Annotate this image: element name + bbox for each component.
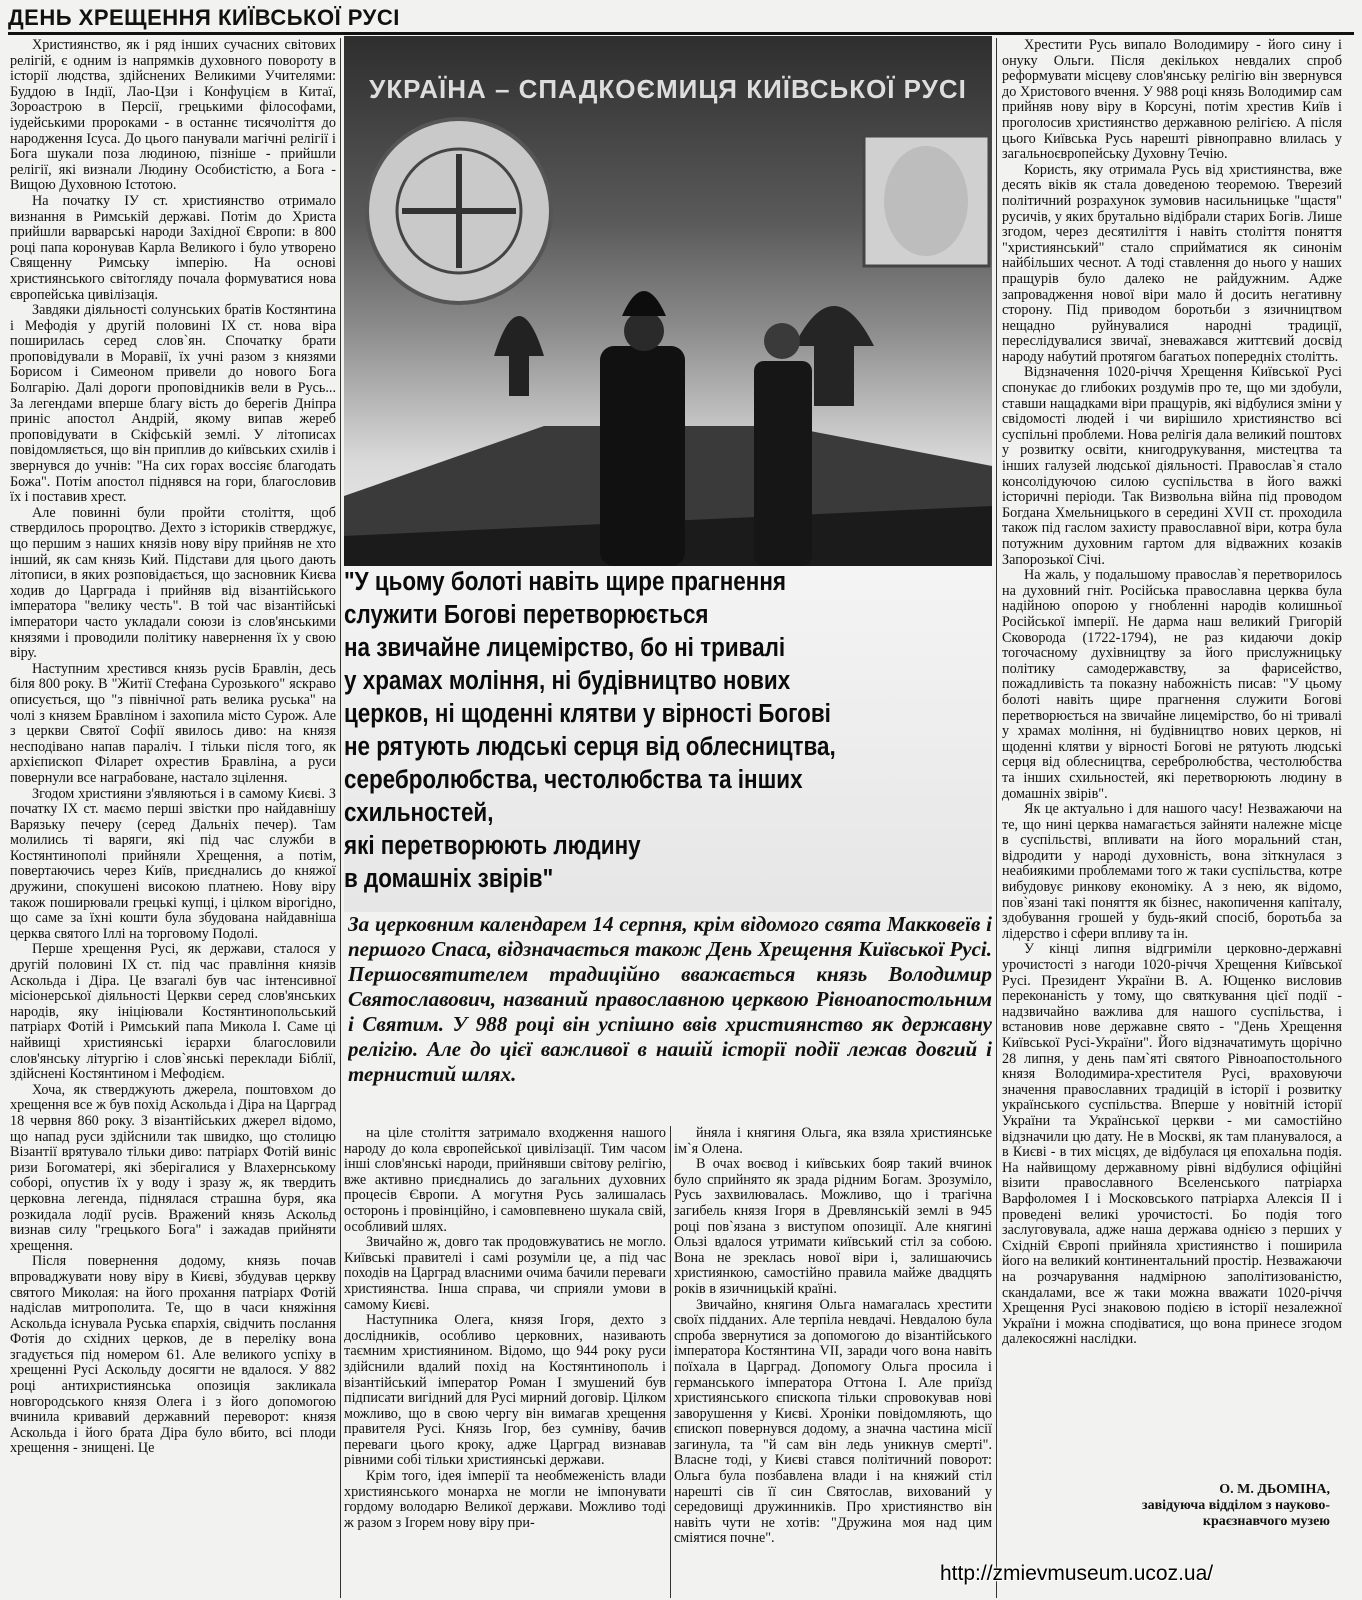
column-divider [670,1126,671,1598]
paragraph: На початку ІУ ст. християнство отримало визнання в Римській державі. Потім до Христа прийшли варварські народи Західної Європи: в 800 році папа коронував Карла Великого і було утворено Священну Римську імперію. На основі християнського світогляду почала формуватися нова європейська цивілізація. [10,192,336,303]
paragraph: У кінці липня відгриміли церковно-державні урочистості з нагоди 1020-річчя Хрещення Київської Русі. Президент України В. А. Ющенко висловив переконаність у тому, що святкування цієї події - надзвичайно важлива для нашого суспільства, і встановив нове державне свято - "День Хрещення Київської Русі-України". Його відзначатимуть щорічно 28 липня, у день пам`яті святого Рівноапостольного князя Володимира-хрестителя Русі, враховуючи значення православних традицій в історії і розвитку українського суспільства. Вперше у новітній історії України та Української церкви - ми самостійно відзначили цю дату. Не в Москві, як там планувалося, а в Києві - в тих місцях, де відбулася ця епохальна подія. На найвищому державному рівні відбулися офіційні візити православного Вселенського патріарха Варфоломея І і Московського патріарха Алексія ІІ і проведені великі урочистості. Бо подія того заслуговувала, адже наша держава однією з перших у Східній Європі прийняла християнство і поширила його на великий континентальний простір. Незважаючи на розчарування надмірною заполітизованістю, скандалами, все ж таки можна вважати 1020-річчя Хрещення Русі знаковою подією в історії незалежної України і можна сподіватися, що вона принесе згодом далекосяжні наслідки. [1002,941,1342,1348]
paragraph: Перше хрещення Русі, як держави, сталося у другій половині ІХ ст. під час правління князів Аскольда і Діра. Це взагалі був час інтенсивної місіонерської діяльності Церкви серед слов'янських народів, яку ініціювали Костянтинопольський патріарх Фотій і Римський папа Микола І. Саме ці найвищі християнські ієрархи благословили слов'янську літургію і слов`янські переклади Біблії, здійснені Костянтином і Мефодієм. [10,941,336,1083]
paragraph: Хоча, як стверджують джерела, поштовхом до хрещення все ж був похід Аскольда і Діра на Царград 18 червня 860 року. З візантійських джерел відомо, що напад руси здійснили так швидко, що столицю Візантії врятувало тільки диво: патріарх Фотій виніс ризи Богоматері, які зберігалися у Влахернському соборі, опустив їх у воду і зразу ж, як твердить церковна легенда, піднялася страшна буря, яка розкидала лодії русів. Вражений князь Аскольд визнав силу "грецького Бога" і зажадав прийняти хрещення. [10,1081,336,1254]
article-column-3 [674,1126,992,1598]
paragraph: В очах воєвод і київських бояр такий вчинок було сприйнято як зрада рідним Богам. Зрозуміло, Русь захвилювалась. Можливо, що і трагічна загибель князя Ігоря в Древлянській землі в 945 році пов`язана з виступом опозиції. Але княгині Ользі вдалося утримати київський стіл за собою. Вона не зреклась нової віри і, залишаючись християнкою, самостійно правила майже двадцять років в язичницькій країні. [674,1156,992,1297]
paragraph: Згодом християни з'являються і в самому Києві. З початку ІХ ст. маємо перші звістки про найдавнішу Варязьку печеру (серед Дальніх печер). Там молились ті варяги, які під час служби в Костянтинополі прийняли Хрещення, а потім, повертаючись через Київ, приєднались до княжої дружини, спокушені високою платнею. Нову віру також поширювали грецькі купці, і цілком вірогідно, що саме за їхні кошти була збудована найдавніша церква святого Іллі на торговому Подолі. [10,785,336,942]
photo-title: УКРАЇНА – СПАДКОЄМИЦЯ КИЇВСЬКОЇ РУСІ [369,74,967,104]
photo-patriarch-ceremony [344,36,992,566]
author-role-2: краєзнавчого музею [1202,1514,1330,1529]
paragraph: Наступника Олега, князя Ігоря, дехто з дослідників, особливо церковних, називають таємним християнином. Відомо, що 944 року руси здійснили вдалий похід на Костянтинополь і візантійський імператор Роман І змушений був підписати вигідний для Русі мирний договір. Цілком можливо, що в свою чергу він вимагав хрещення правителя Русі. Князь Ігор, без сумніву, бачив переваги цього кроку, адже Царград визнавав рівними собі тільки християнські держави. [344,1312,666,1469]
paragraph: Завдяки діяльності солунських братів Костянтина і Мефодія у другій половині ІХ ст. нова віра поширилась серед слов`ян. Спочатку брати проповідували в Моравії, їх учні разом з князями Борисом і Симеоном привели до нового Бога Болгарію. Далі дороги проповідників вели в Русь... За легендами вперше благу вість до берегів Дніпра приніс апостол Андрій, якому випав жереб проповідувати в Скіфській землі. У літописах повідомляється, що він приплив до київських схилів і звернувся до учнів: "На сих горах воссіяє благодать Божа". Потім апостол піднявся на гори, благословив їх і поставив хрест. [10,302,336,506]
author-name: О. М. ДЬОМІНА, [1219,1482,1330,1497]
paragraph: Як це актуально і для нашого часу! Незважаючи на те, що нині церква намагається зайняти належне місце в суспільстві, впливати на його моральний стан, відродити у народі духовність, вона зіткнулася з неабиякими проблемами того ж таки суспільства, котре вибудовує ринкову економіку. А з нею, як відомо, пов`язані такі поняття як бізнес, накопичення капіталу, здобування грошей у будь-який спосіб, боротьба за лідерство і сфери впливу та ін. [1002,801,1342,942]
paragraph: Наступним хрестився князь русів Бравлін, десь біля 800 року. В "Житії Стефана Сурозького" яскраво описується, що "з північної рать велика руська" на чолі з князем Бравліном і захопила місто Сурож. Але з церкви Святої Софії явилось диво: на князя несподівано напав параліч. І тільки після того, як архієпископ Філарет охрестив Бравліна, а руси повернули все награбоване, настало зцілення. [10,660,336,786]
paragraph: Звичайно ж, довго так продовжуватись не могло. Київські правителі і самі розуміли це, а під час походів на Царград власними очима бачили переваги християнства. Інша справа, чи сприяли умови в самому Києві. [344,1234,666,1313]
article-column-1 [10,38,336,1598]
paragraph: Відзначення 1020-річчя Хрещення Київської Русі спонукає до глибоких роздумів про те, що ми здобули, ставши нащадками віри пращурів, які відбулися зміни у свідомості людей і чи вирішило християнство всі суспільні проблеми. Нова релігія дала великий поштовх у розвитку освіти, книгодрукування, мистецтва та інших галузей людської діяльності. Православ`я стало консолідуючою силою суспільства в його важкі історичні періоди. Так Визвольна війна під проводом Богдана Хмельницького в середині XVII ст. проходила також під гаслом захисту православної віри, котра була потужним духовним гартом для відважних козаків Запорозької Січі. [1002,364,1342,568]
paragraph: на ціле століття затримало входження нашого народу до кола європейської цивілізації. Тим часом інші слов'янські народи, прийнявши світову релігію, вже активно приєднались до загальних духовних процесів Європи. А могутня Русь залишалась осторонь і провінційно, і самовпевнено шукала свій, особливий шлях. [344,1126,666,1235]
article-column-4 [1002,38,1342,1480]
column-divider [996,38,997,1598]
article-lead: За церковним календарем 14 серпня, крім відомого свята Макковеїв і першого Спаса, відзначається також День Хрещення Київської Русі. Першосвятителем традиційно вважається князь Володимир Святославович, названий православною церквою Рівноапостольним і Святим. У 988 році він успішно ввів християнство як державну релігію. Але до цієї важливої в нашій історії події лежав довгий і тернистий шлях. [348,912,992,1086]
paragraph: Після повернення додому, князь почав впроваджувати нову віру в Києві, збудував церкву святого Миколая: на його прохання патріарх Фотій надіслав митрополита. Те, що в часи княжіння Аскольда існувала Руська єпархія, свідчить послання Фотія до східних церков, де в переліку вона згадується під номером 61. Але великого успіху в хрещенні Русі Аскольду досягти не вдалося. У 882 році антихристиянська опозиція закликала новгородського князя Олега і з його допомогою вчинила кривавий державний переворот: князя Аскольда і його брата Діра було вбито, всі плоди хрещення - знищені. Це [10,1253,336,1457]
author-signature [1000,1482,1330,1530]
paragraph: Крім того, ідея імперії та необмеженість влади християнського монарха не могли не імпонувати гордому володарю Великої держави. Можливо тоді ж разом з Ігорем нову віру при- [344,1468,666,1531]
source-watermark: http://zmievmuseum.ucoz.ua/ [940,1562,1214,1585]
paragraph: Але повинні були пройти століття, щоб ствердилось пророцтво. Дехто з істориків стверджує, що першим з наших князів нову віру прийняв не хто інший, як сам князь Кий. Підстави для цього дають літописи, в яких розповідається, що засновник Києва ходив до Царграда і прийняв від візантійського імператора "велику честь". В той час візантійські імператори часто укладали союзи із слов'янськими князями і проводили політику навернення їх у свою віру. [10,504,336,662]
paragraph: йняла і княгиня Ольга, яка взяла християнське ім`я Олена. [674,1126,992,1157]
paragraph: Християнство, як і ряд інших сучасних світових релігій, є одним із напрямків духовного повороту в історії людства, здійснених Великими Учителями: Буддою в Індії, Лао-Цзи і Конфуцієм в Китаї, Зороастрою в Персії, грецькими філософами, іудейськими пророками - в останнє тисячоліття до народження Ісуса. До цього панували магічні релігії і Бога шукали поза людиною, пізніше - прийшли релігії, які визнали Людину Особистістю, а Бога - Вищою Духовною Істотою. [10,38,336,194]
author-role: завідуюча відділом з науково- [1142,1498,1330,1513]
paragraph: На жаль, у подальшому православ`я перетворилось на духовний гніт. Російська православна церква була надійною опорою у гнобленні народів колишньої Російської імперії. Не дарма наш великий Григорій Сковорода (1722-1794), не раз кидаючи докір тогочасному духівництву за його прислужницьку політику самодержавству, за фарисейство, пожадливість та показну набожність писав: "У цьому болоті навіть щире прагнення служити Богові перетворюється на звичайне лицемірство, бо ні тривалі у храмах моління, ні будівництво нових церков, ні щоденні клятви у вірності Богові не рятують людські серця від облесництва, серебролюбства, честолюбства та інших схильностей, які перетворюють людину в домашніх звірів". [1002,567,1342,802]
pull-quote-box [344,566,992,912]
paragraph: Хрестити Русь випало Володимиру - його сину і онуку Ольги. Після декількох невдалих спроб реформувати місцеву слов'янську релігію він звернувся до Христового вчення. У 988 році князь Володимир сам прийняв нову віру в Корсуні, потім хрестив Київ і проголосив християнство державною релігією. А після цього Київська Русь нарешті рівноправно влилась у загальноєвропейську Духовну Течію. [1002,38,1342,163]
page-headline: ДЕНЬ ХРЕЩЕННЯ КИЇВСЬКОЇ РУСІ [8,4,1354,35]
paragraph: Звичайно, княгиня Ольга намагалась хрестити своїх підданих. Але терпіла невдачі. Невдалою була спроба звернутися за допомогою до візантійського імператора Костянтина VII, заради чого вона навіть поїхала в Царград. Допомогу Ольга просила і германського імператора Оттона І. Але приїзд християнського єпископа тільки спровокував нові заворушення у Києві. Хроніки повідомляють, що єпископ повернувся додому, а значна частина місії загинула, та "й сам він ледь уникнув смерті". Власне тоді, у Києві стався політичний поворот: Ольга була позбавлена влади і на княжий стіл нарешті сів її син Святослав, вихований у середовищі дружинників. Про християнство він навіть чути не хотів: "Дружина моя над цим сміятися почне". [674,1296,992,1547]
column-divider [340,38,341,1598]
pull-quote: "У цьому болоті навіть щире прагнення служити Богові перетворюється на звичайне лицемірство, бо ні тривалі у храмах моління, ні будівництво нових церков, ні щоденні клятви у вірності Богові не рятують людські серця від облесництва, серебролюбства, честолюбства та інших схильностей, які перетворюють людину в домашніх звірів" [344,568,836,893]
paragraph: Користь, яку отримала Русь від християнства, вже десять віків як стала доведеною теоремою. Тверезий політичний розрахунок зумовив насильницьке "щастя" русичів, у яких брутально відібрали старих Богів. Лише згодом, через десятиліття і навіть століття поняття "християнський" стало сприйматися як синонім найбільших чеснот. А тоді ставлення до нього у наших пращурів було далеко не райдужним. Адже запровадження нової віри мало й досить негативну сторону. Під приводом боротьби з язичництвом нещадно руйнувалися народні традиції, переслідувалися звичаї, зневажався життєвий досвід народу набутий протягом багатьох попередніх столітть. [1002,161,1342,365]
photo-illustration [344,36,992,566]
article-column-2 [344,1126,666,1598]
